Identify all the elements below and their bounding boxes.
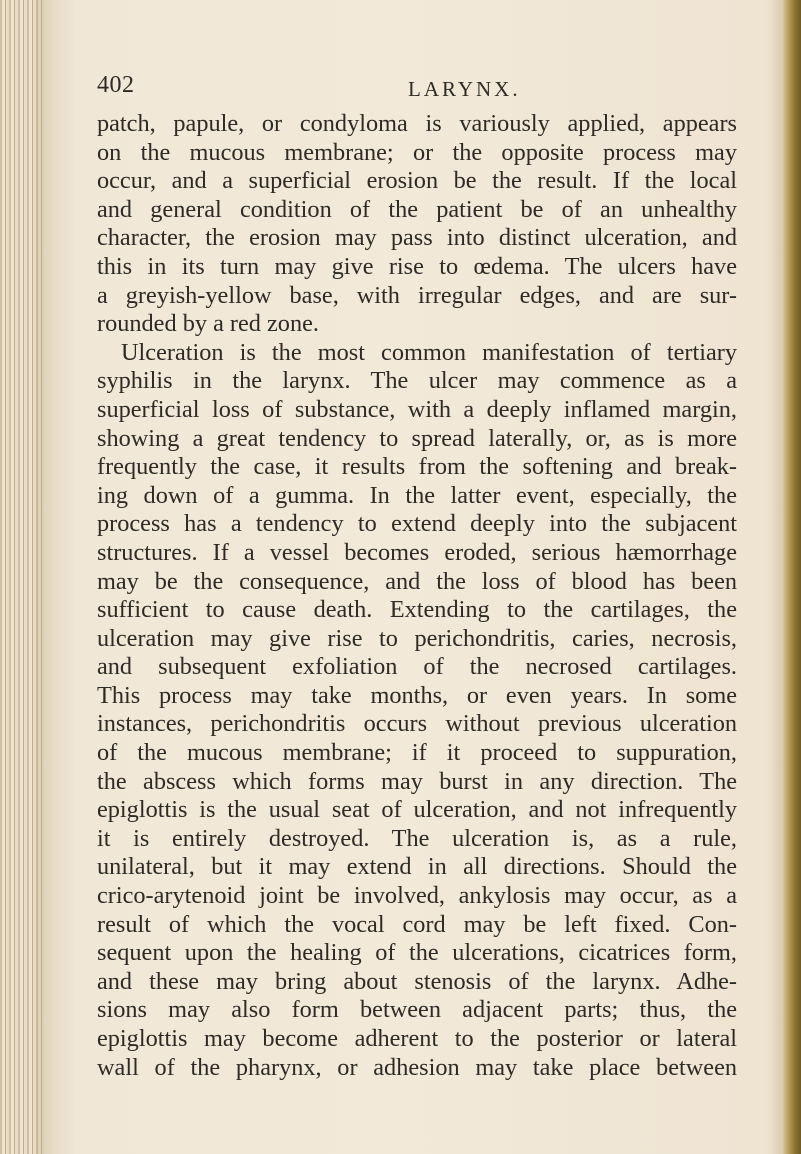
- text-line: on the mucous membrane; or the opposite process may: [97, 138, 737, 166]
- text-line: ulceration may give rise to perichondritis, caries, necrosis,: [97, 624, 737, 652]
- text-line: epiglottis may become adherent to the posterior or lateral: [97, 1025, 737, 1052]
- text-line: ing down of a gumma. In the latter event, especially, the: [97, 481, 737, 509]
- binding-shadow: [36, 0, 76, 1154]
- text-line: result of which the vocal cord may be left fixed. Con-: [97, 910, 737, 938]
- text-line: frequently the case, it results from the softening and break-: [97, 453, 737, 481]
- text-line: sions may also form between adjacent parts; thus, the: [97, 996, 737, 1024]
- text-line: patch, papule, or condyloma is variously applied, appears: [97, 110, 737, 137]
- body-text: [97, 110, 737, 1082]
- text-line: epiglottis is the usual seat of ulceration, and not infrequently: [97, 796, 737, 824]
- text-line: sufficient to cause death. Extending to the cartilages, the: [97, 596, 737, 624]
- text-line: sequent upon the healing of the ulcerations, cicatrices form,: [97, 939, 737, 967]
- page-header: [97, 72, 737, 106]
- text-line: this in its turn may give rise to œdema. The ulcers have: [97, 252, 737, 280]
- text-line: superficial loss of substance, with a deeply inflamed margin,: [97, 395, 737, 423]
- text-line: may be the consequence, and the loss of blood has been: [97, 567, 737, 595]
- text-line: showing a great tendency to spread laterally, or, as is more: [97, 424, 737, 452]
- book-right-edge: [783, 0, 801, 1154]
- text-line: occur, and a superficial erosion be the result. If the local: [97, 167, 737, 195]
- text-line: and subsequent exfoliation of the necrosed cartilages.: [97, 653, 737, 681]
- text-line: and these may bring about stenosis of the larynx. Adhe-: [97, 967, 737, 995]
- text-line: syphilis in the larynx. The ulcer may commence as a: [97, 367, 737, 395]
- text-line: of the mucous membrane; if it proceed to suppuration,: [97, 739, 737, 767]
- paragraph-start-line: Ulceration is the most common manifestation of tertiary: [121, 338, 737, 366]
- text-line: structures. If a vessel becomes eroded, serious hæmorrhage: [97, 538, 737, 566]
- text-line: a greyish-yellow base, with irregular edges, and are sur-: [97, 281, 737, 309]
- page-number: 402: [97, 72, 135, 98]
- text-line: process has a tendency to extend deeply into the subjacent: [97, 510, 737, 538]
- text-line: instances, perichondritis occurs without previous ulceration: [97, 710, 737, 738]
- text-line: it is entirely destroyed. The ulceration is, as a rule,: [97, 824, 737, 852]
- text-line: This process may take months, or even years. In some: [97, 681, 737, 709]
- text-line: wall of the pharynx, or adhesion may take place between: [97, 1053, 737, 1081]
- running-head: LARYNX.: [408, 77, 521, 101]
- text-line: and general condition of the patient be of an unhealthy: [97, 195, 737, 223]
- text-line: unilateral, but it may extend in all directions. Should the: [97, 853, 737, 881]
- text-line: crico-arytenoid joint be involved, ankylosis may occur, as a: [97, 882, 737, 910]
- text-line: the abscess which forms may burst in any direction. The: [97, 767, 737, 795]
- text-line: rounded by a red zone.: [97, 310, 319, 338]
- text-line: character, the erosion may pass into distinct ulceration, and: [97, 224, 737, 252]
- page-edge-shadow: [769, 0, 783, 1154]
